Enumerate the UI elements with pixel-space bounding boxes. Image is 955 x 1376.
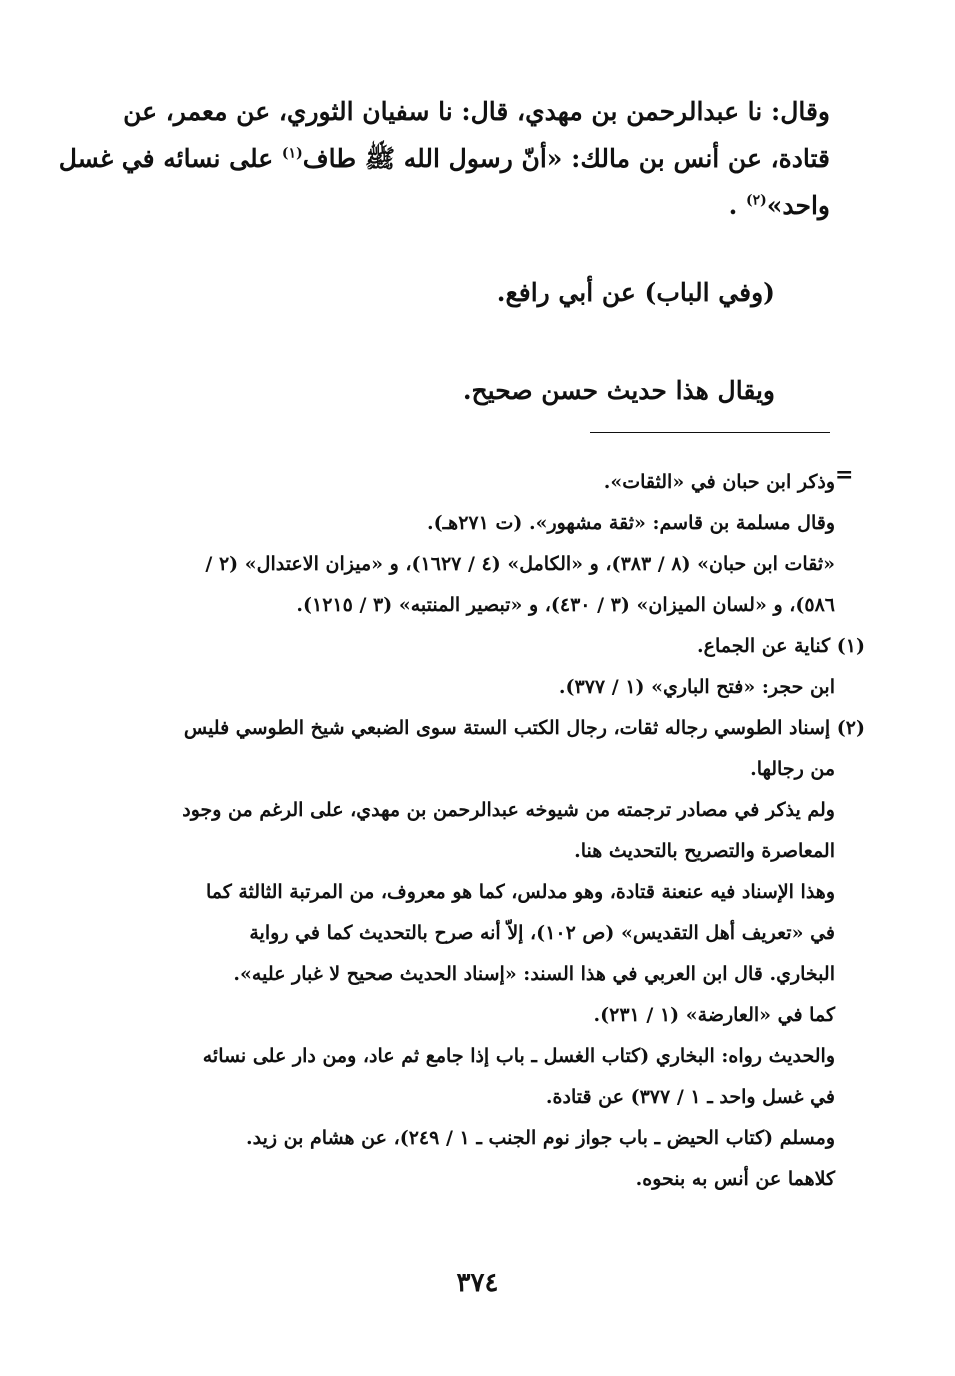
continuation-mark: =	[835, 462, 854, 488]
note-line-10: المعاصرة والتصريح بالتحديث هنا.	[574, 840, 835, 862]
note-line-1: وذكر ابن حبان في «الثقات».	[603, 471, 835, 493]
note-line-11: وهذا الإسناد فيه عنعنة قتادة، وهو مدلس، كما هو معروف، من المرتبة الثالثة كما	[205, 881, 835, 903]
note-line-9: ولم يذكر في مصادر ترجمته من شيوخه عبدالرحمن بن مهدي، على الرغم من وجود	[182, 799, 835, 821]
footnotes	[115, 462, 865, 1200]
main-line-2	[58, 135, 830, 182]
main-line-1: وقال: نا عبدالرحمن بن مهدي، قال: نا سفيان الثوري، عن معمر، عن	[123, 97, 830, 126]
note-line-4: ٥٨٦)، و «لسان الميزان» (٣ / ٤٣٠)، و «تبصير المنتبه» (٣ / ١٢١٥).	[296, 594, 835, 616]
note-line-2: وقال مسلمة بن قاسم: «ثقة مشهور». (ت ٢٧١هـ).	[427, 512, 835, 534]
footnote-separator	[590, 432, 830, 433]
note-line-7: (٢) إسناد الطوسي رجاله ثقات، رجال الكتب الستة سوى الضبعي شيخ الطوسي فليس	[183, 717, 865, 739]
main-text	[58, 88, 830, 229]
footnote-ref-2: (٢)	[745, 192, 767, 209]
note-line-6: ابن حجر: «فتح الباري» (١ / ٣٧٧).	[558, 676, 835, 698]
note-line-14: كما في «العارضة» (١ / ٢٣١).	[593, 1004, 835, 1026]
note-line-5: (١) كناية عن الجماع.	[697, 635, 865, 657]
main-line-2-text: قتادة، عن أنس بن مالك: «أنّ رسول الله ﷺ طاف	[302, 144, 830, 173]
note-line-18: كلاهما عن أنس به بنحوه.	[635, 1168, 835, 1190]
note-line-8: من رجالها.	[750, 758, 835, 780]
footnote-ref-1: (١)	[281, 145, 303, 162]
bab-statement: (وفي الباب) عن أبي رافع.	[496, 278, 775, 307]
hukm-statement: ويقال هذا حديث حسن صحيح.	[462, 376, 775, 405]
page-number: ٣٧٤	[456, 1268, 499, 1298]
note-line-15: والحديث رواه: البخاري (كتاب الغسل ـ باب إذا جامع ثم عاد، ومن دار على نسائه	[202, 1045, 835, 1067]
note-line-3: «ثقات ابن حبان» (٨ / ٣٨٣)، و «الكامل» (٤ / ١٦٢٧)، و «ميزان الاعتدال» (٢ /	[205, 553, 835, 575]
note-line-16: في غسل واحد ـ ١ / ٣٧٧) عن قتادة.	[545, 1086, 835, 1108]
note-line-12: في «تعريف أهل التقديس» (ص ١٠٢)، إلاّ أنه صرح بالتحديث كما في رواية	[249, 922, 835, 944]
main-line-3-text: واحد»	[766, 191, 830, 220]
main-line-3	[110, 182, 830, 229]
main-line-2-tail: على نسائه في غسل	[58, 144, 274, 173]
note-line-17: ومسلم (كتاب الحيض ـ باب جواز نوم الجنب ـ ١ / ٢٤٩)، عن هشام بن زيد.	[246, 1127, 835, 1149]
main-line-3-tail: .	[728, 191, 746, 220]
note-line-13: البخاري. قال ابن العربي في هذا السند: «إسناد الحديث صحيح لا غبار عليه».	[233, 963, 835, 985]
